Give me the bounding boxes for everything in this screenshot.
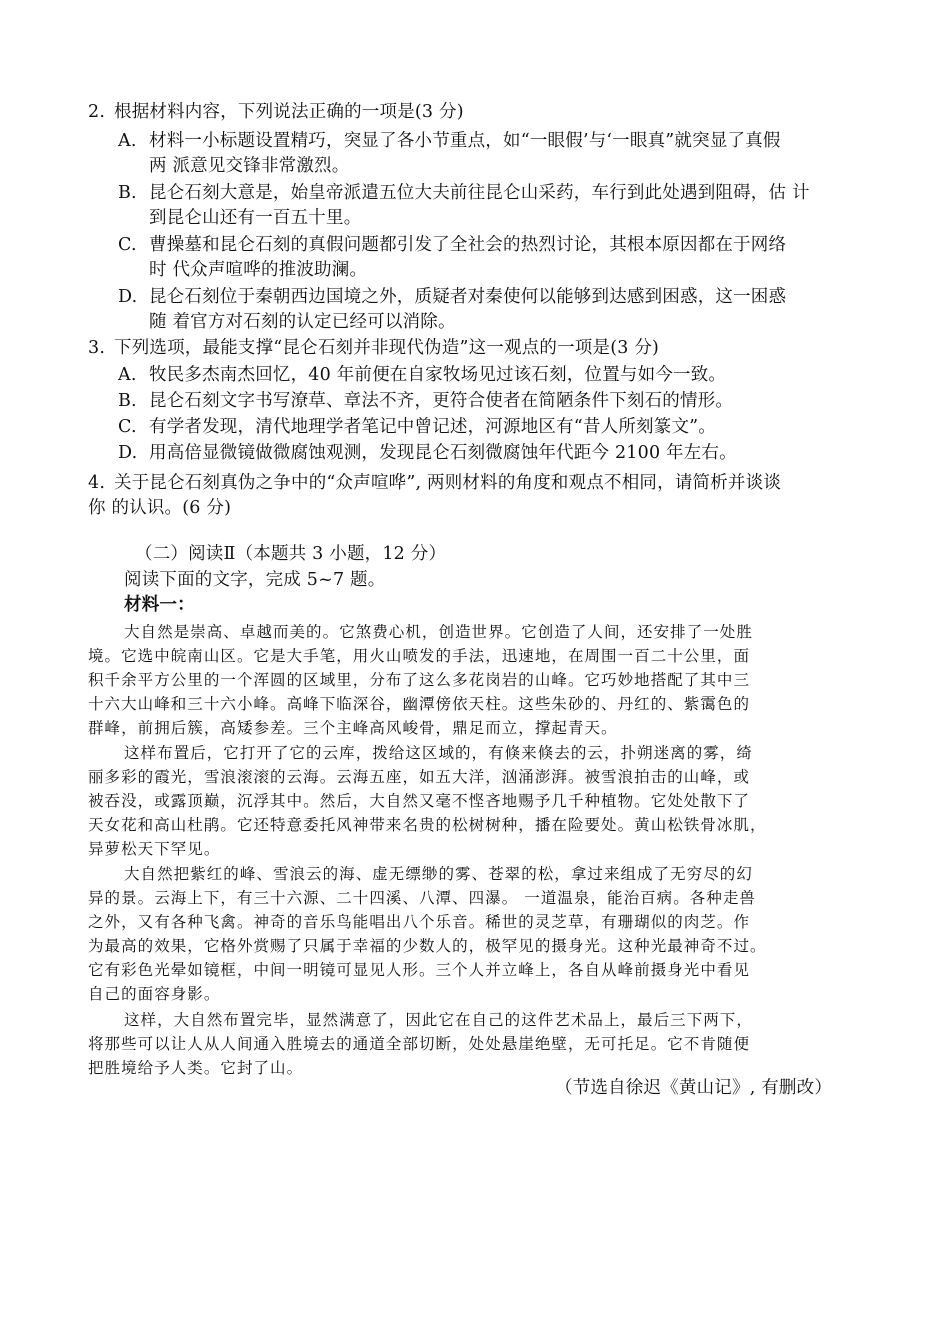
question-2-option-d bbox=[118, 285, 786, 309]
paragraph-line: 境。它选中皖南山区。它是大手笔，用火山喷发的手法，迅速地，在周围一百二十公里，面 bbox=[88, 647, 751, 665]
paragraph-line: 群峰，前拥后簇，高矮参差。三个主峰高风峻骨，鼎足而立，撑起青天。 bbox=[88, 719, 618, 737]
question-2-option-c bbox=[118, 233, 786, 257]
paragraph-line: 这样，大自然布置完毕，显然满意了，因此它在自己的这件艺术品上，最后三下两下， bbox=[124, 1011, 753, 1029]
paragraph-line: 它有彩色光晕如镜框，中间一明镜可显见人形。三个人并立峰上，各自从峰前摄身光中看见 bbox=[88, 961, 751, 979]
paragraph-line: 大自然把紫红的峰、雪浪云的海、虚无缥缈的雾、苍翠的松，拿过来组成了无穷尽的幻 bbox=[124, 865, 753, 883]
question-3-stem bbox=[88, 336, 659, 360]
option-text: 材料一小标题设置精巧，突显了各小节重点，如“一眼假’与‘一眼真”就突显了真假 bbox=[149, 131, 781, 151]
paragraph-line: 大自然是崇高、卓越而美的。它煞费心机，创造世界。它创造了人间，还安排了一处胜 bbox=[124, 623, 753, 641]
paragraph-line: 异萝松天下罕见。 bbox=[88, 840, 221, 858]
option-text: 有学者发现，清代地理学者笔记中曾记述，河源地区有“昔人所刻篆文”。 bbox=[149, 417, 716, 437]
option-text: 曹操墓和昆仑石刻的真假问题都引发了全社会的热烈讨论，其根本原因都在于网络 bbox=[149, 235, 787, 255]
section-title: （二）阅读Ⅱ（本题共 3 小题，12 分） bbox=[135, 544, 447, 564]
question-2-option-a-continued: 两 派意见交锋非常激烈。 bbox=[149, 156, 350, 176]
option-label: C. bbox=[118, 417, 137, 437]
question-text: 关于昆仑石刻真伪之争中的“众声喧哗”, 两则材料的角度和观点不相同，请简析并谈谈 bbox=[114, 473, 782, 493]
option-text: 牧民多杰南杰回忆，40 年前便在自家牧场见过该石刻，位置与如今一致。 bbox=[149, 365, 727, 385]
paragraph-line: 之外，又有各种飞禽。神奇的音乐鸟能唱出八个乐音。稀世的灵芝草，有珊瑚似的肉芝。作 bbox=[88, 913, 751, 931]
question-2-option-b bbox=[118, 181, 810, 205]
option-label: C. bbox=[118, 235, 137, 255]
question-number: 4. bbox=[88, 473, 106, 493]
question-number: 2. bbox=[88, 102, 106, 122]
paragraph-line: 十六大山峰和三十六小峰。高峰下临深谷，幽潭傍依天柱。这些朱砂的、丹红的、紫霭色的 bbox=[88, 695, 751, 713]
source-citation: （节选自徐迟《黄山记》, 有删改） bbox=[555, 1078, 833, 1098]
option-text: 昆仑石刻位于秦朝西边国境之外，质疑者对秦使何以能够到达感到困惑，这一困惑 bbox=[149, 287, 787, 307]
question-text: 下列选项，最能支撑“昆仑石刻并非现代伪造”这一观点的一项是(3 分) bbox=[114, 338, 660, 358]
paragraph-line: 积千余平方公里的一个浑圆的区域里，分布了这么多花岗岩的山峰。它巧妙地搭配了其中三 bbox=[88, 671, 751, 689]
question-2-option-b-continued: 到昆仑山还有一百五十里。 bbox=[149, 208, 362, 228]
option-label: B. bbox=[118, 391, 137, 411]
question-3-option-b bbox=[118, 389, 733, 413]
question-4-stem bbox=[88, 471, 781, 495]
question-3-option-c bbox=[118, 415, 716, 439]
option-text: 昆仑石刻大意是，始皇帝派遣五位大夫前往昆仑山采药，车行到此处遇到阻碍，估 计 bbox=[149, 183, 810, 203]
paragraph-line: 异的景。云海上下，有三十六源、二十四溪、八潭、四瀑。 一道温泉，能治百病。各种走兽 bbox=[88, 889, 756, 907]
option-label: D. bbox=[118, 443, 138, 463]
question-3-option-d bbox=[118, 441, 737, 465]
option-label: A. bbox=[118, 131, 137, 151]
option-text: 昆仑石刻文字书写潦草、章法不齐，更符合使者在简陋条件下刻石的情形。 bbox=[149, 391, 734, 411]
question-text: 根据材料内容，下列说法正确的一项是(3 分) bbox=[114, 102, 464, 122]
paragraph-line: 自己的面容身影。 bbox=[88, 985, 221, 1003]
paragraph-line: 把胜境给予人类。它封了山。 bbox=[88, 1059, 304, 1077]
option-label: B. bbox=[118, 183, 137, 203]
question-2-option-c-continued: 时 代众声喧哗的推波助澜。 bbox=[149, 260, 368, 280]
question-2-option-a bbox=[118, 129, 781, 153]
option-label: D. bbox=[118, 287, 138, 307]
paragraph-line: 为最高的效果，它格外赏赐了只属于幸福的少数人的，极罕见的摄身光。这种光最神奇不过。 bbox=[88, 937, 767, 955]
paragraph-line: 被吞没，或露顶巅，沉浮其中。然后，大自然又毫不悭吝地赐予几千种植物。它处处散下了 bbox=[88, 792, 751, 810]
section-instruction: 阅读下面的文字，完成 5~7 题。 bbox=[124, 570, 386, 590]
option-text: 用高倍显微镜做微腐蚀观测，发现昆仑石刻微腐蚀年代距今 2100 年左右。 bbox=[149, 443, 737, 463]
question-3-option-a bbox=[118, 363, 726, 387]
paragraph-line: 天女花和高山杜鹃。它还特意委托风神带来名贵的松树树种，播在险要处。黄山松铁骨冰肌， bbox=[88, 816, 767, 834]
question-number: 3. bbox=[88, 338, 106, 358]
question-2-option-d-continued: 随 着官方对石刻的认定已经可以消除。 bbox=[149, 312, 456, 332]
paragraph-line: 丽多彩的霞光，雪浪滚滚的云海。云海五座，如五大洋，汹涌澎湃。被雪浪拍击的山峰，或 bbox=[88, 768, 751, 786]
material-label: 材料一： bbox=[124, 595, 195, 615]
paragraph-line: 将那些可以让人从人间通入胜境去的通道全部切断，处处悬崖绝壁，无可托足。它不肯随便 bbox=[88, 1035, 751, 1053]
paragraph-line: 这样布置后，它打开了它的云库，拨给这区域的，有倏来倏去的云，扑朔迷离的雾，绮 bbox=[124, 744, 753, 762]
question-2-stem bbox=[88, 100, 464, 124]
option-label: A. bbox=[118, 365, 137, 385]
question-4-stem-continued: 你 的认识。(6 分) bbox=[88, 498, 232, 518]
